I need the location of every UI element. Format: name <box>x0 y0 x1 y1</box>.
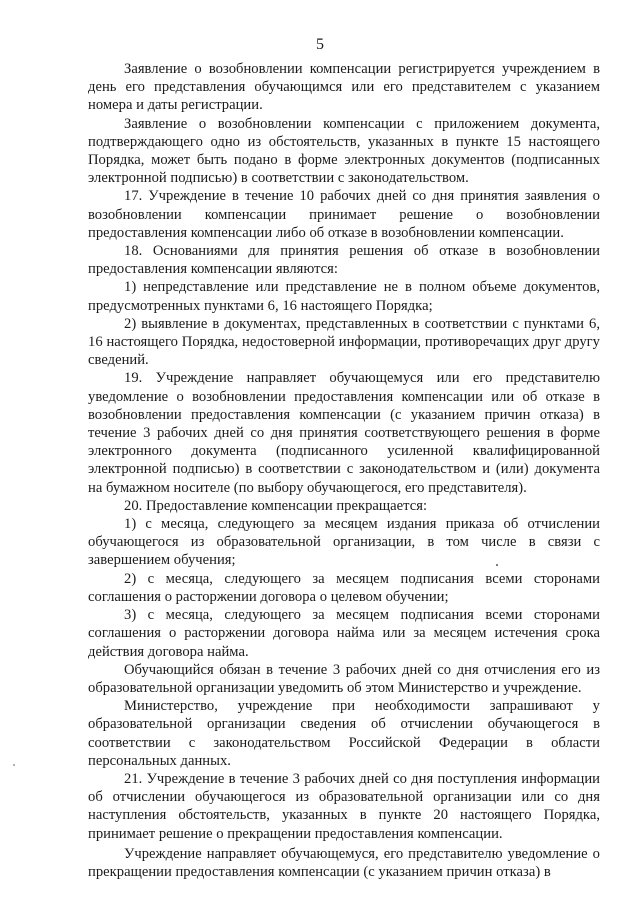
paragraph-19: 19. Учреждение направляет обучающемуся или его представителю уведомление о возобновлении предоставления компенсации или об отказе в возобновлении предоставления компенсации (с указанием причин отказа) в течение 3 рабочих дней со дня принятия соответствующего решения в форме электронного документа (подписанного усиленной квалифицированной электронной подписью) в соответствии с законодательством и (или) документа на бумажном носителе (по выбору обучающегося, его представителя). <box>88 370 600 496</box>
paragraph-17: 17. Учреждение в течение 10 рабочих дней со дня принятия заявления о возобновлении компенсации принимает решение о возобновлении предоставления компенсации либо об отказе в возобновлении компенсации. <box>88 188 600 241</box>
paragraph-notification: Учреждение направляет обучающемуся, его представителю уведомление о прекращении предоставления компенсации (с указанием причин отказа) в <box>88 845 600 880</box>
paragraph-21: 21. Учреждение в течение 3 рабочих дней со дня поступления информации об отчислении обучающегося из образовательной организации или со дня наступления обстоятельств, указанных в пункте 20 настоящего Порядка, принимает решение о прекращении предоставления компенсации. <box>88 770 600 842</box>
paragraph-18: 18. Основаниями для принятия решения об отказе в возобновлении предоставления компенсации являются: <box>88 243 600 278</box>
paragraph-20-item-2: 2) с месяца, следующего за месяцем подписания всеми сторонами соглашения о расторжении договора о целевом обучении; <box>88 570 600 605</box>
paragraph-ministry-request: Министерство, учреждение при необходимости запрашивают у образовательной организации сведения об отчислении обучающегося в соответствии с законодательством Российской Федерации в области персональных данных. <box>88 698 600 769</box>
paragraph-20-item-1: 1) с месяца, следующего за месяцем издания приказа об отчислении обучающегося из образовательной организации, в том числе в связи с завершением обучения; <box>88 516 600 569</box>
scan-speck <box>496 564 498 566</box>
paragraph-electronic-submission: Заявление о возобновлении компенсации с приложением документа, подтверждающего одно из обстоятельств, указанных в пункте 15 настоящего Порядка, может быть подано в форме электронных документов (подписанных электронной подписью) в соответствии с законодательством. <box>88 115 600 187</box>
page-number: 5 <box>316 36 324 53</box>
paragraph-student-obligation: Обучающийся обязан в течение 3 рабочих дней со дня отчисления его из образовательной организации уведомить об этом Министерство и учреждение. <box>88 661 600 696</box>
paragraph-registration: Заявление о возобновлении компенсации регистрируется учреждением в день его представления обучающимся или его представителем с указанием номера и даты регистрации. <box>88 61 600 114</box>
paragraph-20-item-3: 3) с месяца, следующего за месяцем подписания всеми сторонами соглашения о расторжении договора найма или за месяцем истечения срока действия договора найма. <box>88 607 600 660</box>
paragraph-20: 20. Предоставление компенсации прекращается: <box>124 497 428 514</box>
paragraph-18-item-1: 1) непредставление или представление не в полном объеме документов, предусмотренных пунктами 6, 16 настоящего Порядка; <box>88 279 600 314</box>
document-body <box>88 60 600 881</box>
paragraph-18-item-2: 2) выявление в документах, представленных в соответствии с пунктами 6, 16 настоящего Порядка, недостоверной информации, противоречащих друг другу сведений. <box>88 315 600 369</box>
margin-mark <box>13 764 15 766</box>
